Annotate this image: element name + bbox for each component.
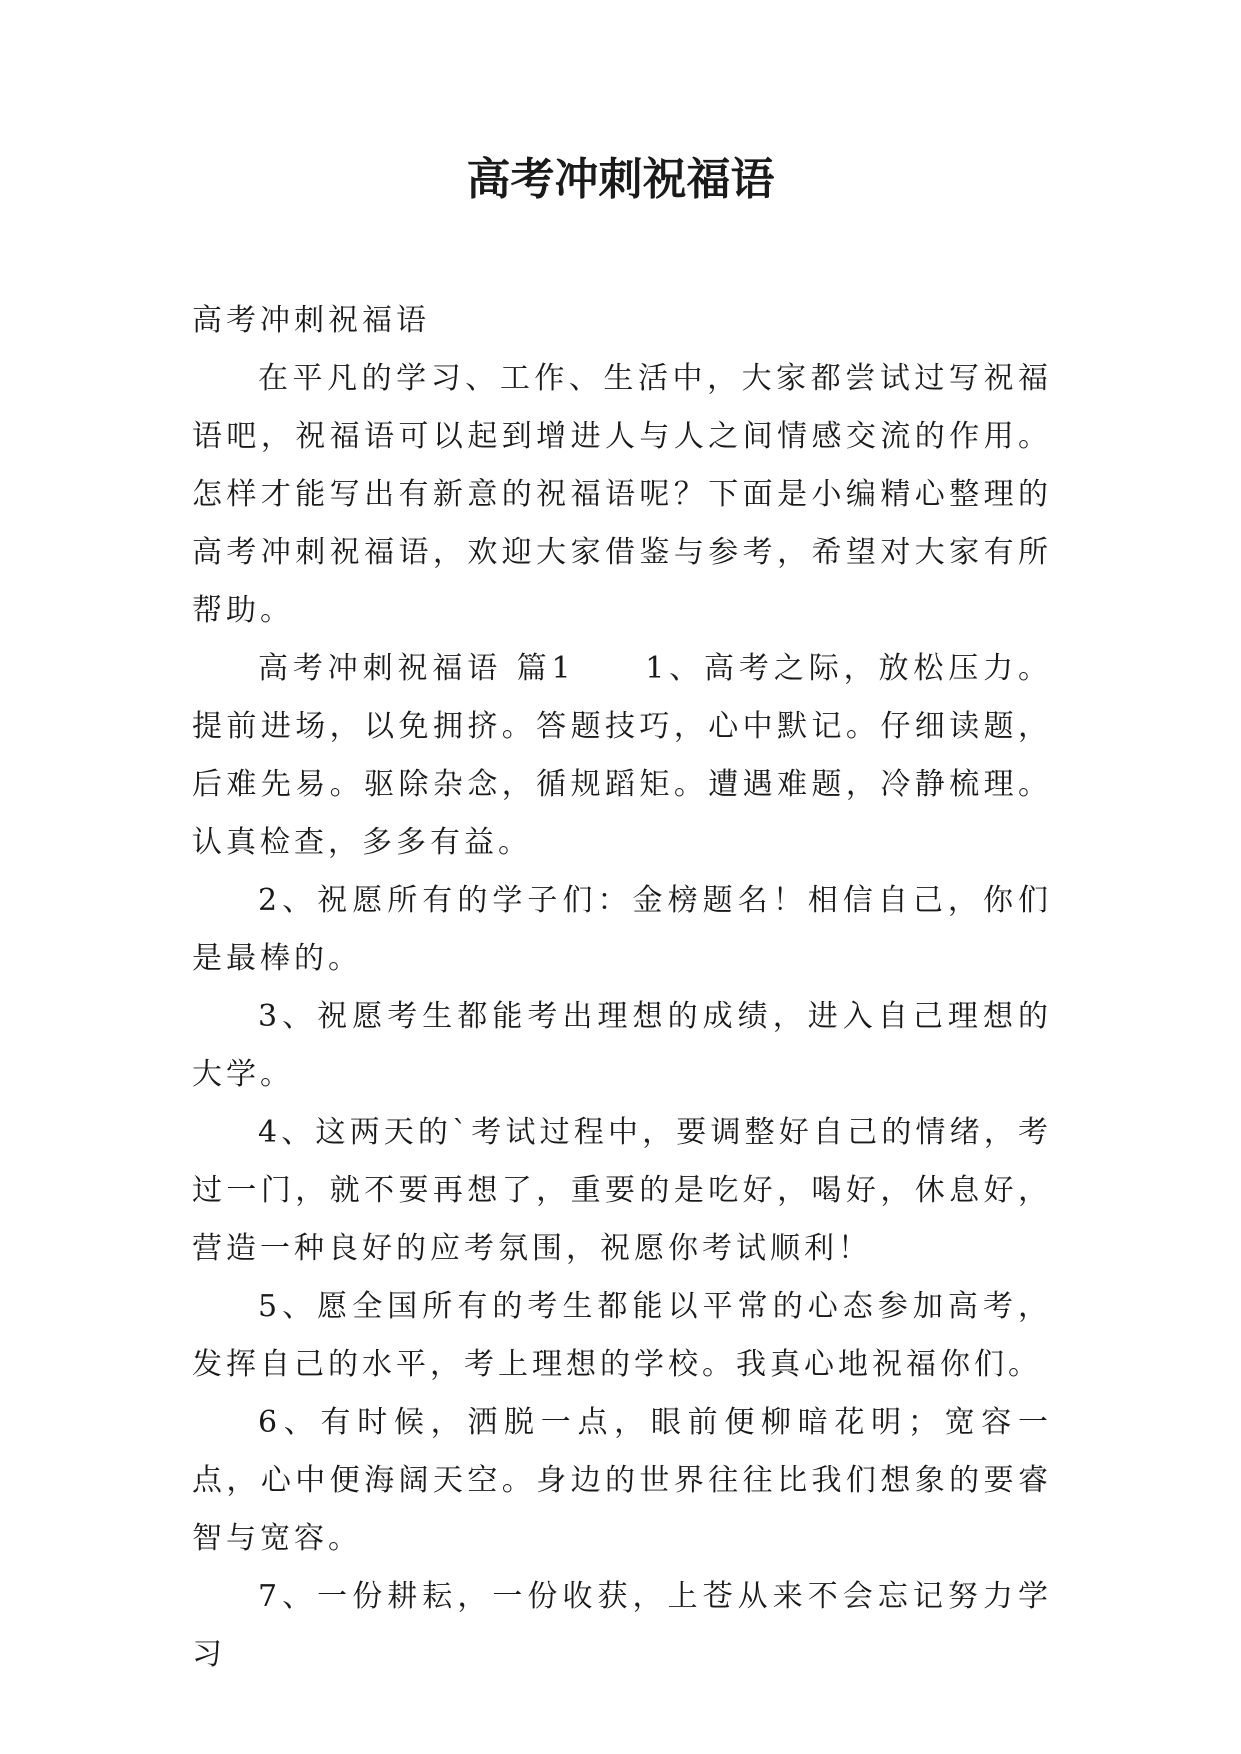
- page-title: 高考冲刺祝福语: [466, 154, 775, 205]
- paragraph-item-1: 高考冲刺祝福语 篇1 1、高考之际，放松压力。提前进场，以免拥挤。答题技巧，心中默记。仔细读题，后难先易。驱除杂念，循规蹈矩。遭遇难题，冷静梳理。认真检查，多多有益。: [192, 651, 1052, 860]
- paragraph-item-3: 3、祝愿考生都能考出理想的成绩，进入自己理想的大学。: [192, 999, 1052, 1092]
- paragraph-intro: 在平凡的学习、工作、生活中，大家都尝试过写祝福语吧，祝福语可以起到增进人与人之间情感交流的作用。怎样才能写出有新意的祝福语呢？下面是小编精心整理的高考冲刺祝福语，欢迎大家借鉴与参考，希望对大家有所帮助。: [192, 361, 1052, 628]
- paragraph-item-7: 7、一份耕耘，一份收获，上苍从来不会忘记努力学习: [192, 1579, 1052, 1672]
- paragraph-item-4: 4、这两天的`考试过程中，要调整好自己的情绪，考过一门，就不要再想了，重要的是吃好，喝好，休息好，营造一种良好的应考氛围，祝愿你考试顺利！: [192, 1115, 1052, 1266]
- subheading: 高考冲刺祝福语: [192, 303, 430, 338]
- paragraph-item-5: 5、愿全国所有的考生都能以平常的心态参加高考，发挥自己的水平，考上理想的学校。我真心地祝福你们。: [192, 1289, 1052, 1382]
- paragraph-item-2: 2、祝愿所有的学子们：金榜题名！相信自己，你们是最棒的。: [192, 883, 1052, 976]
- document-body: [192, 292, 1052, 1684]
- paragraph-item-6: 6、有时候，洒脱一点，眼前便柳暗花明；宽容一点，心中便海阔天空。身边的世界往往比我们想象的要睿智与宽容。: [192, 1405, 1052, 1556]
